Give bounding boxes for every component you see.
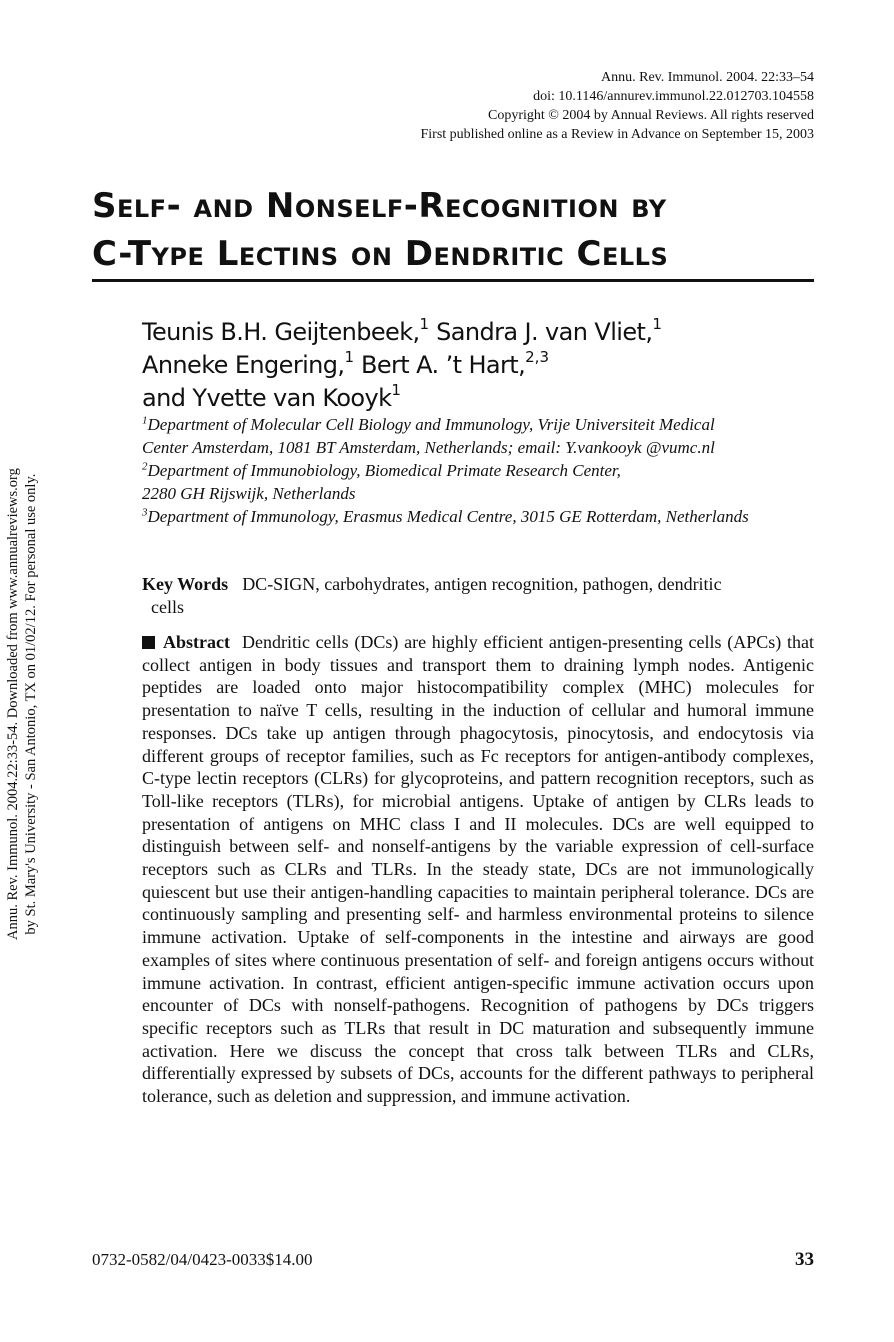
download-notice-line-1: Annu. Rev. Immunol. 2004.22:33-54. Downloaded from www.annualreviews.org [5,468,21,940]
keywords-line-1 [142,573,814,596]
author-name: Teunis B.H. Geijtenbeek, [142,318,420,346]
affiliation-mark: 2 [142,460,148,473]
title-line-2: C-Type Lectins on Dendritic Cells [92,234,669,274]
author-affiliation-mark: 1 [344,348,354,366]
journal-header [421,68,815,144]
author-name: Anneke Engering, [142,351,345,379]
author-affiliation-mark: 1 [652,315,662,333]
keywords-label: Key Words [142,574,229,594]
title-divider [92,279,814,282]
title-line-1: Self- and Nonself-Recognition by [92,186,667,226]
affiliation-list [142,413,832,528]
affiliation-text: Department of Immunology, Erasmus Medical Centre, 3015 GE Rotterdam, Netherlands [147,507,749,526]
affiliation-3-line-1 [142,505,832,528]
affiliation-2-line-1 [142,459,832,482]
abstract-label: Abstract [163,632,230,652]
square-bullet-icon [142,636,155,649]
author-affiliation-mark: 2,3 [525,348,549,366]
affiliation-1-line-2: Center Amsterdam, 1081 BT Amsterdam, Netherlands; email: Y.vankooyk @vumc.nl [142,438,715,457]
keywords-section [142,573,814,619]
affiliation-2-line-2: 2280 GH Rijswijk, Netherlands [142,484,356,503]
copyright: Copyright © 2004 by Annual Reviews. All rights reserved [488,108,814,123]
affiliation-text: Department of Immunobiology, Biomedical Primate Research Center, [147,461,621,480]
publication-date: First published online as a Review in Advance on September 15, 2003 [420,127,814,142]
download-notice [4,468,40,940]
footer-code: 0732-0582/04/0423-0033$14.00 [92,1250,313,1269]
doi: doi: 10.1146/annurev.immunol.22.012703.104558 [533,89,814,104]
author-list [142,316,822,415]
citation: Annu. Rev. Immunol. 2004. 22:33–54 [601,70,814,85]
affiliation-1-line-1 [142,413,832,436]
author-name: Bert A. ’t Hart, [353,351,526,379]
affiliation-text: Department of Molecular Cell Biology and Immunology, Vrije Universiteit Medical [147,415,715,434]
abstract-text: Dendritic cells (DCs) are highly efficient antigen-presenting cells (APCs) that collect antigen in body tissues and transport them to draining lymph nodes. Antigenic peptides are loaded onto major histocompatibility complex (MHC) molecules for presentation to naïve T cells, resulting in the induction of cellular and humoral immune responses. DCs take up antigen through phagocytosis, pinocytosis, and endocytosis via different groups of receptor families, such as Fc receptors for antigen-antibody complexes, C-type lectin receptors (CLRs) for glycoproteins, and pattern recognition receptors, such as Toll-like receptors (TLRs), for microbial antigens. Uptake of antigen by CLRs leads to presentation of antigens on MHC class I and II molecules. DCs are well equipped to distinguish between self- and nonself-antigens by the variable expression of cell-surface receptors such as CLRs and TLRs. In the steady state, DCs are not immunologically quiescent but use their antigen-handling capacities to maintain peripheral tolerance. DCs are continuously sampling and presenting self- and harmless environmental proteins to silence immune activation. Uptake of self-components in the intestine and airways are good examples of sites where continuous presentation of self- and foreign antigens occurs without immune activation. In contrast, efficient antigen-specific immune activation occurs upon encounter of DCs with nonself-pathogens. Recognition of pathogens by DCs triggers specific receptors such as TLRs that result in DC maturation and subsequently immune activation. Here we discuss the concept that cross talk between TLRs and CLRs, differentially expressed by subsets of DCs, accounts for the different pathways to peripheral tolerance, such as deletion and suppression, and immune activation. [142,632,814,1107]
author-affiliation-mark: 1 [391,381,401,399]
abstract-section [142,631,814,1108]
author-name: Sandra J. van Vliet, [429,318,653,346]
keywords-line-2: cells [151,597,184,617]
page-number: 33 [795,1249,814,1270]
author-line-1 [142,316,822,349]
author-affiliation-mark: 1 [419,315,430,333]
article-title [92,182,814,278]
affiliation-mark: 1 [142,414,148,427]
author-line-3 [142,382,822,415]
affiliation-mark: 3 [142,506,148,519]
keywords-text: DC-SIGN, carbohydrates, antigen recognition, pathogen, dendritic [242,574,722,594]
download-notice-line-2: by St. Mary's University - San Antonio, TX on 01/02/12. For personal use only. [23,473,39,935]
author-name: and Yvette van Kooyk [142,384,392,412]
author-line-2 [142,349,822,382]
